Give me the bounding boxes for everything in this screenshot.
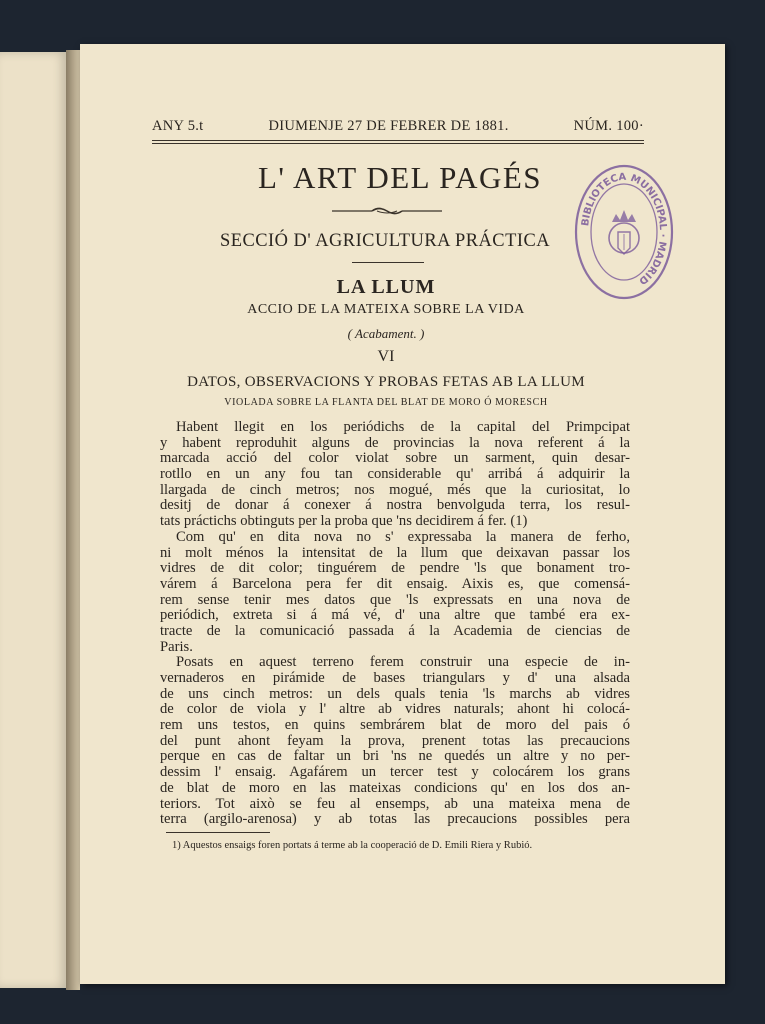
header-number: NÚM. 100· (573, 118, 644, 134)
body-line: tats práctichs obtinguts per la proba que 'ns decidirem á fer. (1) (160, 513, 528, 530)
body-line: Paris. (160, 638, 193, 655)
body-line: del punt ahont feyam la prova, prenent totas las precaucions (160, 732, 630, 749)
chapter-title: DATOS, OBSERVACIONS Y PROBAS FETAS AB LA LLUM (187, 374, 585, 390)
article-subtitle: ACCIO DE LA MATEIXA SOBRE LA VIDA (247, 302, 525, 317)
newspaper-page (80, 44, 725, 984)
body-line: de uns cinch metros: un dels quals tenia 'ls marchs ab vidres (160, 685, 630, 702)
body-line: de blat de moro en las mateixas condicions qu' en los dos an- (160, 779, 630, 796)
header-rule-bottom (152, 143, 644, 144)
body-line: ni molt ménos la intensitat de la llum que deixavan passar los (160, 544, 630, 561)
body-line: vidres de dit color; tinguérem de pendre 'ls que bonament tro- (160, 560, 630, 577)
body-line: rotllo en un any fou tan considerable qu' arribá á adquirir la (160, 466, 630, 483)
body-line: y habent reproduhit alguns de provincias la nova referent á la (160, 434, 630, 451)
section-title: SECCIÓ D' AGRICULTURA PRÁCTICA (219, 230, 551, 251)
header-date: DIUMENJE 27 DE FEBRER DE 1881. (268, 118, 509, 134)
body-line: de color de viola y l' altre ab vidres naturals; ahont hi colocá- (160, 701, 630, 718)
facing-page-edge (0, 52, 69, 988)
page-header (152, 118, 644, 135)
article-note: ( Acabament. ) (347, 326, 425, 341)
body-line: rem uns testos, en quins sembrárem blat de moro del pais ó (160, 717, 630, 734)
body-line: llargada de cinch metros; nos mogué, més que la curiositat, lo (160, 481, 630, 498)
section-rule (352, 262, 424, 263)
body-line: dessim l' ensaig. Agafárem un tercer test y colocárem los grans (160, 764, 630, 781)
body-line: Habent llegit en los periódichs de la capital del Primpcipat (176, 419, 630, 435)
article-body (160, 420, 630, 828)
footnote: 1) Aquestos ensaigs foren portats á terme ab la cooperació de D. Emili Riera y Rubió. (172, 840, 533, 851)
body-line: terra (argilo-arenosa) y ab totas las precaucions possibles pera (160, 811, 630, 828)
body-line: Com qu' en dita nova no s' expressaba la manera de ferho, (176, 528, 630, 545)
chapter-subtitle: VIOLADA SOBRE LA FLANTA DEL BLAT DE MORO Ó MORESCH (224, 397, 548, 408)
header-year: ANY 5.t (152, 118, 204, 134)
chapter-number: VI (377, 348, 395, 365)
stamp-text: BIBLIOTECA MUNICIPAL · MADRID (580, 171, 669, 287)
article-title: LA LLUM (336, 276, 436, 298)
body-line: teriors. Tot això se feu al ensemps, ab una mateixa mena de (160, 795, 630, 812)
library-stamp-icon (572, 160, 676, 302)
ornament-divider-icon (332, 206, 442, 216)
body-line: marcada acció del color violat sobre un sarment, quin desar- (160, 450, 630, 467)
body-line: rem sense tenir mes datos que 'ls expressats en una nova de (160, 591, 630, 608)
body-line: vernaderos en pirámide de bases triangulars y d' una alsada (160, 670, 630, 686)
header-rule-top (152, 140, 644, 141)
body-line: desitj de donar á conexer á nostra benvolguda terra, los resul- (160, 497, 630, 514)
publication-title: L' ART DEL PAGÉS (257, 160, 543, 195)
body-line: perque en cas de faltar un bri 'ns ne quedés un altre y no per- (160, 748, 630, 765)
body-line: periódich, extreta si á má vé, d' una altre que també era ex- (160, 607, 630, 624)
book-gutter (66, 50, 80, 990)
body-line: Posats en aquest terreno ferem construir una especie de in- (176, 654, 630, 671)
svg-text:BIBLIOTECA MUNICIPAL · MADRID (580, 172, 668, 286)
body-line: várem á Barcelona pera fer dit ensaig. Aixis es, que comensá- (160, 575, 630, 592)
footnote-rule (166, 832, 270, 833)
body-line: tracte de la comunicació passada á la Academia de ciencias de (160, 622, 630, 639)
